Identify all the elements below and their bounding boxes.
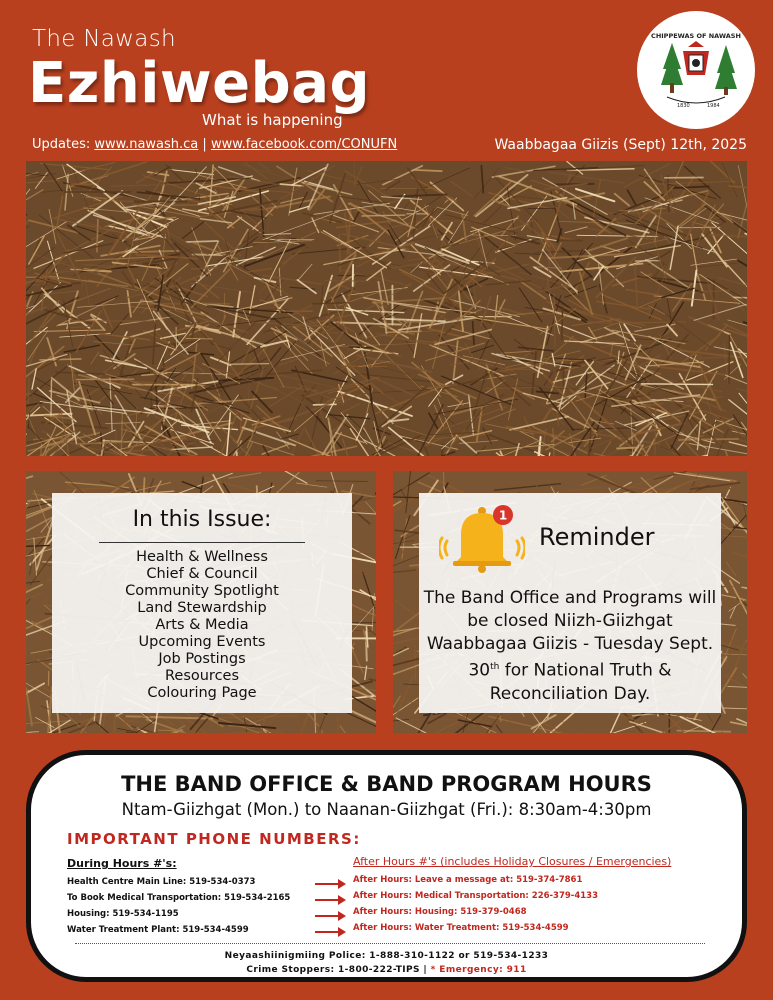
reminder-text	[419, 587, 721, 706]
after-hours-list	[353, 855, 671, 936]
divider	[99, 542, 305, 543]
hours-title: THE BAND OFFICE & BAND PROGRAM HOURS	[121, 772, 652, 796]
issue-item: Resources	[164, 668, 240, 684]
issue-item: Community Spotlight	[125, 583, 279, 599]
arrow-right-icon	[315, 908, 347, 924]
updates-label: Updates:	[32, 137, 91, 152]
issue-item: Job Postings	[158, 651, 246, 667]
during-hours-row: To Book Medical Transportation: 519-534-2165	[67, 893, 291, 903]
after-hours-heading: After Hours #'s (includes Holiday Closures / Emergencies)	[353, 855, 672, 868]
reminder-card	[419, 493, 721, 713]
link-separator: |	[202, 137, 207, 152]
svg-text:CHIPPEWAS OF NAWASH: CHIPPEWAS OF NAWASH	[651, 32, 741, 40]
during-hours-heading: During Hours #'s:	[67, 857, 177, 870]
newsletter-title: Ezhiwebag	[28, 51, 371, 116]
newsletter-tagline: What is happening	[202, 111, 343, 129]
facebook-link[interactable]: www.facebook.com/CONUFN	[210, 137, 398, 152]
issue-date: Waabbagaa Giizis (Sept) 12th, 2025	[494, 137, 747, 153]
reminder-text-end: for National Truth & Reconciliation Day.	[489, 660, 672, 704]
masthead	[0, 0, 773, 160]
dotted-divider	[75, 943, 705, 944]
arrow-right-icon	[315, 924, 347, 940]
issue-card	[52, 493, 352, 713]
reminder-superscript: th	[490, 662, 500, 672]
issue-list	[52, 549, 352, 702]
after-hours-row: After Hours: Water Treatment: 519-534-4599	[353, 923, 569, 933]
website-link[interactable]: www.nawash.ca	[94, 137, 199, 152]
after-hours-row: After Hours: Medical Transportation: 226-379-4133	[353, 891, 598, 901]
phone-numbers-heading: IMPORTANT PHONE NUMBERS:	[67, 830, 361, 848]
during-hours-row: Health Centre Main Line: 519-534-0373	[67, 877, 256, 887]
issue-item: Upcoming Events	[138, 634, 266, 650]
issue-item: Chief & Council	[146, 566, 258, 582]
crime-stoppers: Crime Stoppers: 1-800-222-TIPS	[246, 965, 420, 975]
reminder-title: Reminder	[539, 523, 655, 551]
issue-panel	[26, 471, 376, 733]
arrow-right-icon	[315, 892, 347, 908]
during-hours-row: Water Treatment Plant: 519-534-4599	[67, 925, 249, 935]
issue-item: Health & Wellness	[136, 549, 268, 565]
during-hours-list	[67, 857, 290, 938]
chippewas-of-nawash-seal-icon	[637, 11, 755, 129]
issue-item: Land Stewardship	[137, 600, 267, 616]
reminder-panel	[393, 471, 747, 733]
band-office-hours-box	[26, 750, 747, 982]
hours-subtitle: Ntam-Giizhgat (Mon.) to Naanan-Giizhgat (Fri.): 8:30am-4:30pm	[121, 800, 652, 819]
svg-text:1830: 1830	[677, 103, 690, 109]
notification-badge: 1	[498, 508, 508, 523]
emergency-number: * Emergency: 911	[430, 965, 527, 975]
reminder-text-main: The Band Office and Programs will be closed Niizh-Giizhgat Waabbagaa Giizis - Tuesday Sept. 30	[423, 588, 717, 681]
police-line: Neyaashiinigmiing Police: 1-888-310-1122 or 519-534-1233	[224, 951, 549, 961]
arrow-right-icon	[315, 876, 347, 892]
after-hours-row: After Hours: Leave a message at: 519-374-7861	[353, 875, 583, 885]
issue-title: In this Issue:	[132, 507, 272, 532]
arrow-column	[315, 876, 347, 940]
during-hours-row: Housing: 519-534-1195	[67, 909, 179, 919]
newsletter-pre-title: The Nawash	[32, 26, 176, 52]
updates-line	[32, 137, 397, 152]
crime-stoppers-line	[31, 965, 742, 975]
crime-separator: |	[419, 965, 431, 975]
notification-bell-icon	[439, 501, 525, 573]
after-hours-row: After Hours: Housing: 519-379-0468	[353, 907, 527, 917]
issue-item: Colouring Page	[147, 685, 257, 701]
hero-photo	[26, 161, 747, 456]
issue-item: Arts & Media	[155, 617, 249, 633]
svg-text:1984: 1984	[707, 103, 720, 109]
